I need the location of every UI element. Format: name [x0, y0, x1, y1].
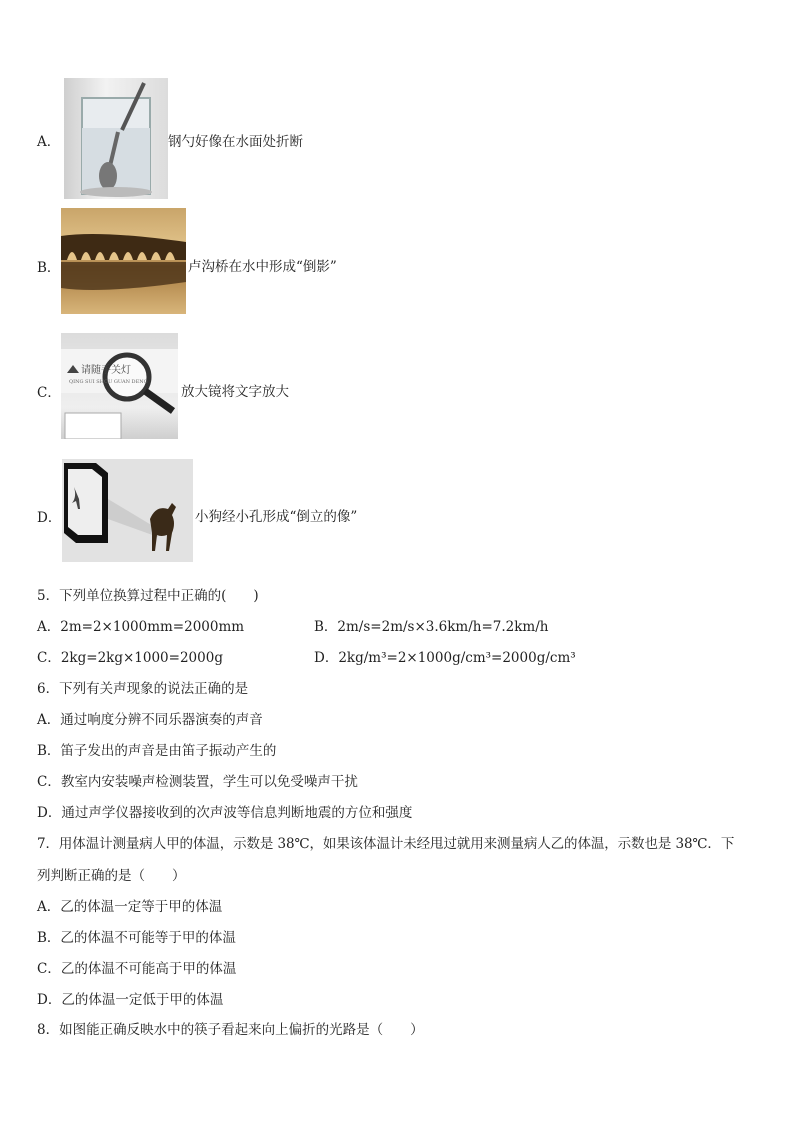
question-stem: 5．下列单位换算过程中正确的( )	[37, 588, 259, 604]
bridge-reflection-image	[61, 208, 186, 314]
option-c: C．乙的体温不可能高于甲的体温	[37, 961, 237, 977]
sign-text: 请随手关灯	[81, 365, 131, 376]
pinhole-camera-dog-image	[62, 459, 193, 562]
option-c: C．教室内安装噪声检测装置，学生可以免受噪声干扰	[37, 774, 358, 790]
option-text: 小狗经小孔形成“倒立的像”	[195, 509, 358, 525]
option-d: D．通过声学仪器接收到的次声波等信息判断地震的方位和强度	[37, 805, 413, 821]
option-letter: C．	[37, 385, 61, 401]
option-d: D．2kg/m³=2×1000g/cm³=2000g/cm³	[314, 650, 576, 666]
question-stem-line-2: 列判断正确的是（ ）	[37, 868, 186, 884]
question-stem-line-1: 7．用体温计测量病人甲的体温，示数是 38℃，如果该体温计未经甩过就用来测量病人乙的体温，示数也是 38℃．下	[37, 836, 735, 852]
option-b: B．笛子发出的声音是由笛子振动产生的	[37, 743, 277, 759]
option-d: D．乙的体温一定低于甲的体温	[37, 992, 224, 1008]
question-stem: 8．如图能正确反映水中的筷子看起来向上偏折的光路是（ ）	[37, 1022, 424, 1038]
option-letter: A．	[37, 134, 61, 150]
option-a: A．通过响度分辨不同乐器演奏的声音	[37, 712, 263, 728]
option-b: B．2m/s=2m/s×3.6km/h=7.2km/h	[314, 619, 549, 635]
option-a: A．乙的体温一定等于甲的体温	[37, 899, 223, 915]
option-text: 放大镜将文字放大	[181, 384, 289, 400]
magnifier-on-sign-image	[61, 333, 178, 439]
question-stem: 6．下列有关声现象的说法正确的是	[37, 681, 249, 697]
spoon-in-glass-image	[64, 78, 168, 199]
option-text: 钢勺好像在水面处折断	[168, 134, 303, 150]
option-b: B．乙的体温不可能等于甲的体温	[37, 930, 236, 946]
option-text: 卢沟桥在水中形成“倒影”	[188, 259, 337, 275]
option-letter: D．	[37, 510, 62, 526]
sign-pinyin: QING SUI SHOU GUAN DENG	[69, 379, 148, 385]
option-a: A．2m=2×1000mm=2000mm	[37, 619, 245, 635]
option-c: C．2kg=2kg×1000=2000g	[37, 650, 223, 666]
option-letter: B．	[37, 260, 61, 276]
